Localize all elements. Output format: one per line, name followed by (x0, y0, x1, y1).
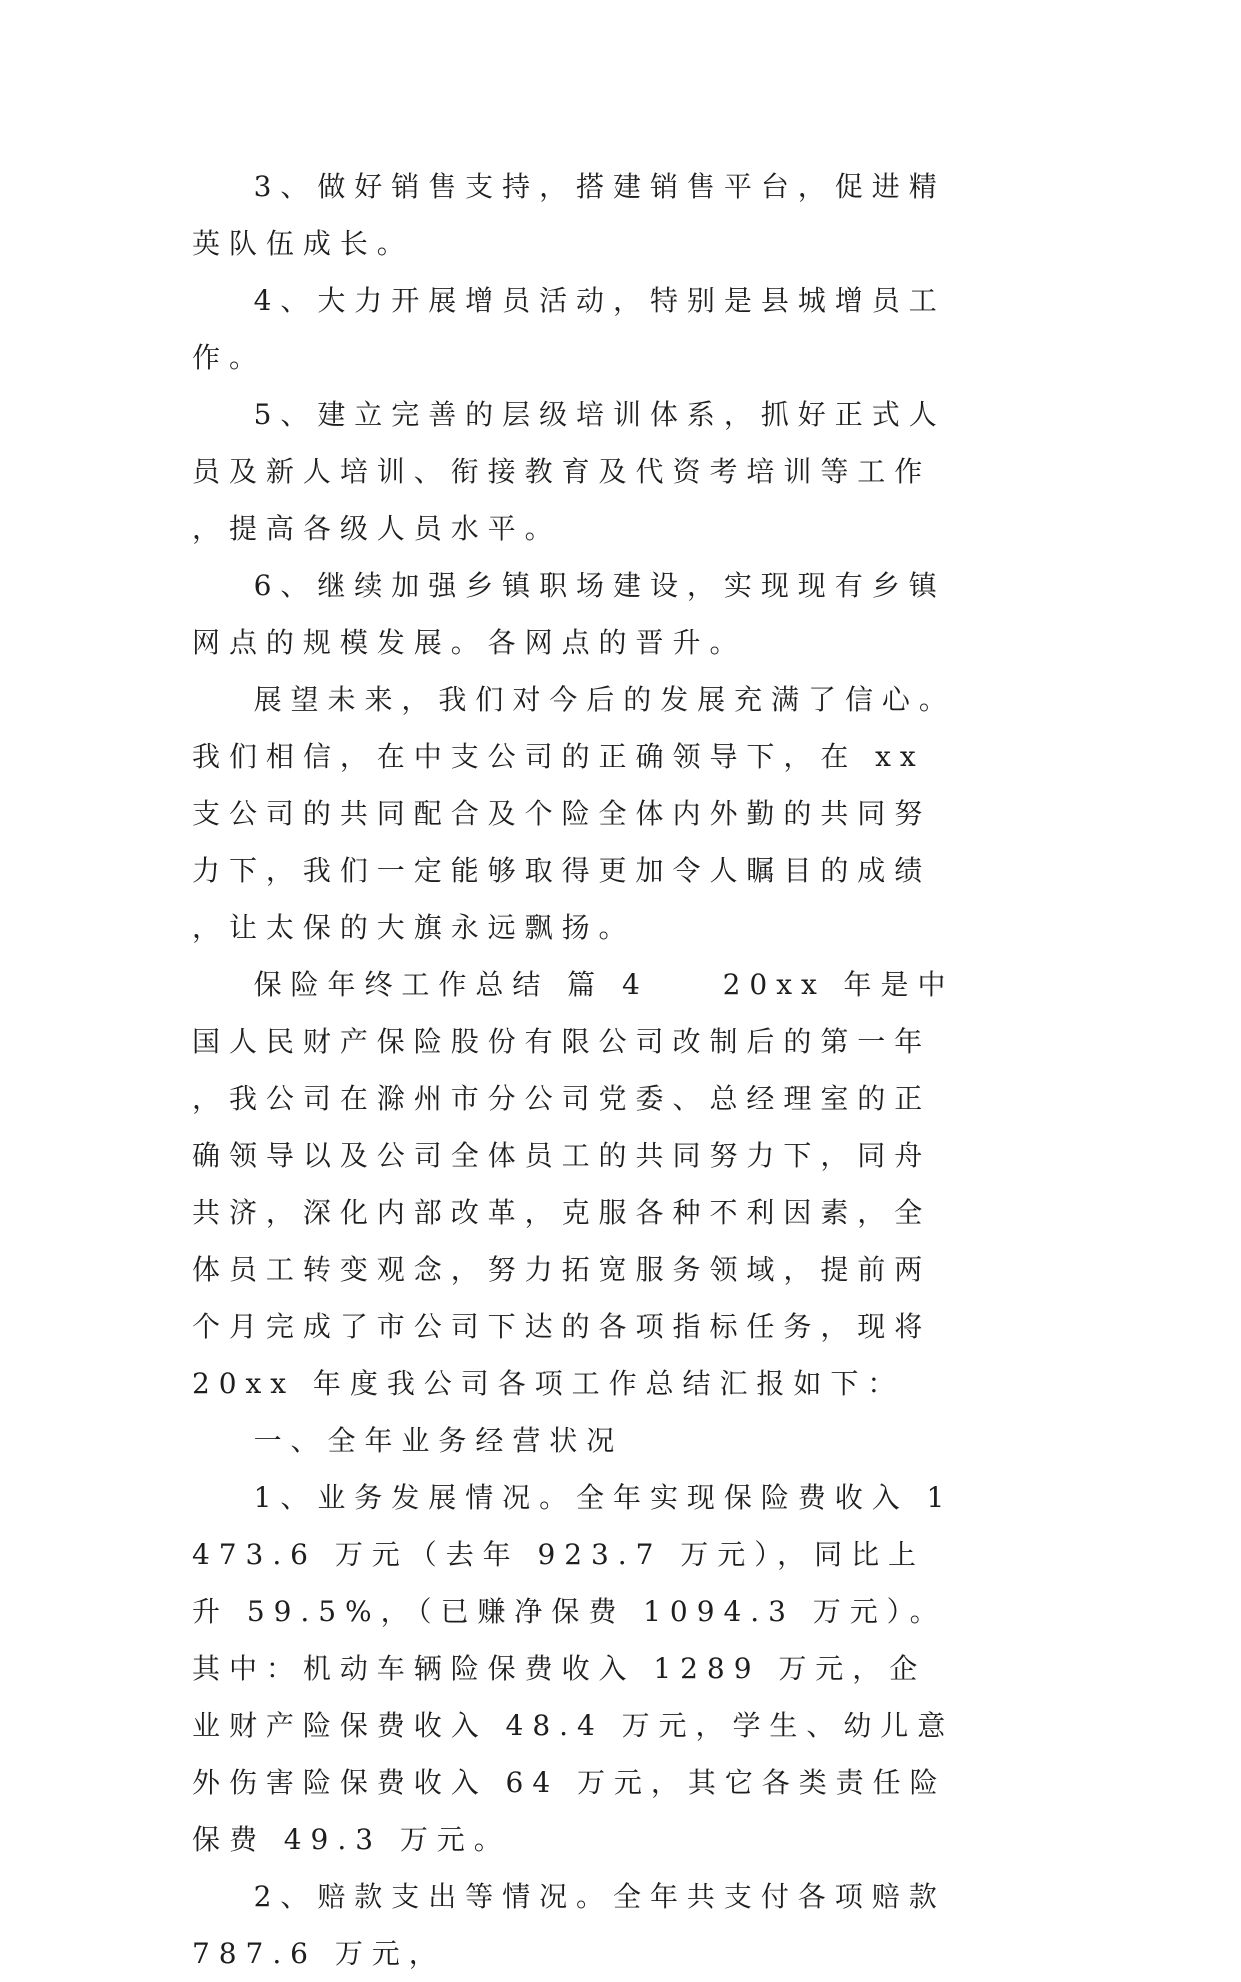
paragraph-item-5: 5、建立完善的层级培训体系，抓好正式人员及新人培训、衔接教育及代资考培训等工作，提高各级人员水平。 (192, 398, 946, 545)
paragraph-section-intro: 保险年终工作总结 篇 4 20xx 年是中国人民财产保险股份有限公司改制后的第一年，我公司在滁州市分公司党委、总经理室的正确领导以及公司全体员工的共同努力下，同舟共济，深化内部改革，克服各种不利因素，全体员工转变观念，努力拓宽服务领域，提前两个月完成了市公司下达的各项指标任务，现将 20xx 年度我公司各项工作总结汇报如下： (192, 968, 955, 1400)
paragraph-item-4: 4、大力开展增员活动，特别是县城增员工作。 (192, 284, 946, 374)
paragraph-outlook: 展望未来，我们对今后的发展充满了信心。我们相信，在中支公司的正确领导下，在 xx 支公司的共同配合及个险全体内外勤的共同努力下，我们一定能够取得更加令人瞩目的成绩，让太保的大旗永远飘扬。 (192, 683, 956, 944)
paragraph-business-development: 1、业务发展情况。全年实现保险费收入 1473.6 万元（去年 923.7 万元），同比上升 59.5%，（已赚净保费 1094.3 万元）。其中：机动车辆险保费收入 1289 万元，企业财产险保费收入 48.4 万元，学生、幼儿意外伤害险保费收入 64 万元，其它各类责任险保费 49.3 万元。 (192, 1481, 955, 1856)
document-body (192, 158, 964, 1982)
paragraph-item-6: 6、继续加强乡镇职场建设，实现现有乡镇网点的规模发展。各网点的晋升。 (192, 569, 946, 659)
paragraph-item-3: 3、做好销售支持，搭建销售平台，促进精英队伍成长。 (192, 170, 946, 260)
section-heading: 一、全年业务经营状况 (253, 1424, 624, 1457)
paragraph-claims: 2、赔款支出等情况。全年共支付各项赔款 787.6 万元， (192, 1880, 964, 1970)
